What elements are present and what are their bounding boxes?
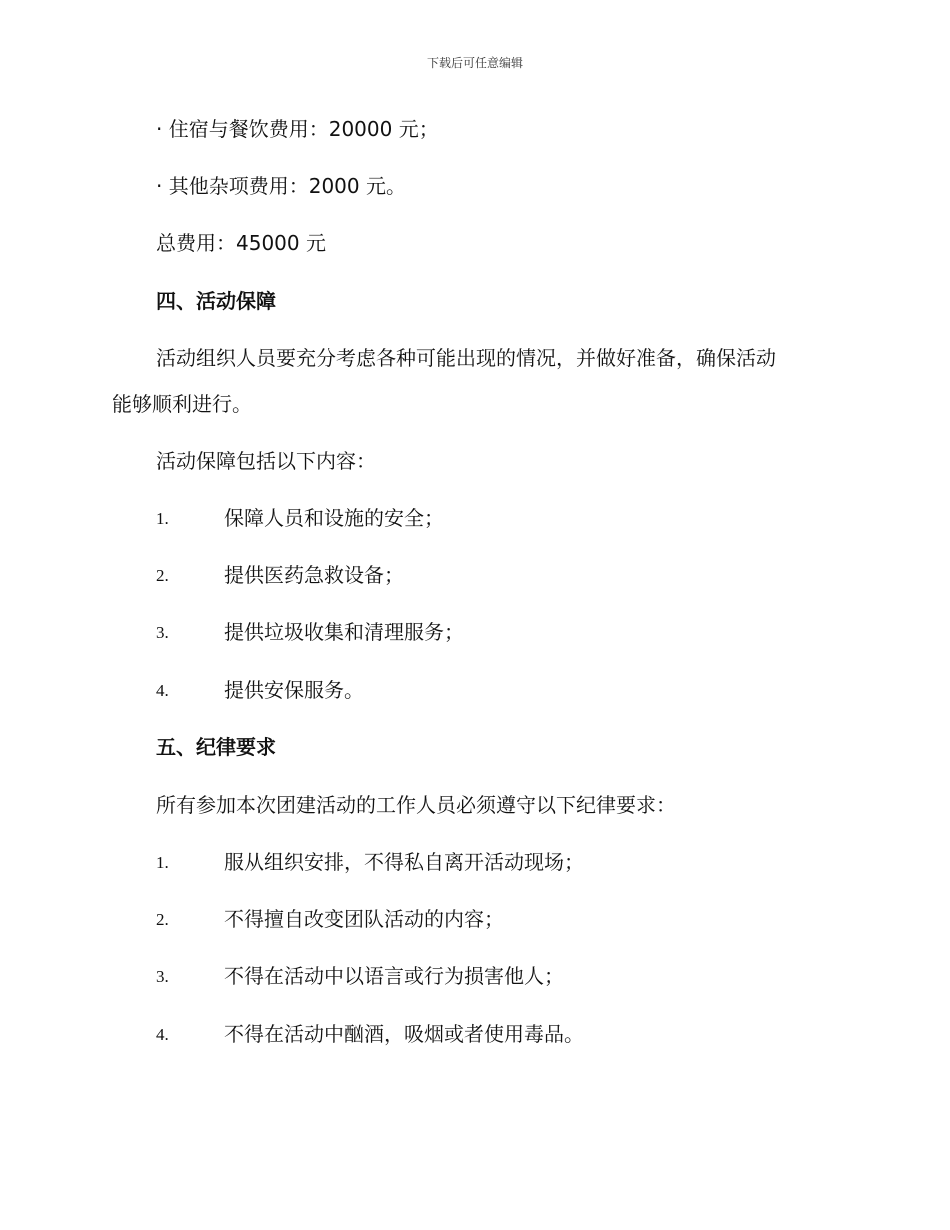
list-item-text: 不得擅自改变团队活动的内容； bbox=[224, 907, 504, 931]
list-item-number: 3. bbox=[156, 967, 169, 986]
section4-paragraph-line1: 活动组织人员要充分考虑各种可能出现的情况，并做好准备，确保活动 bbox=[156, 346, 776, 370]
section4-paragraph-line2: 能够顺利进行。 bbox=[112, 392, 252, 416]
list-item-text: 提供医药急救设备； bbox=[224, 563, 404, 587]
list-item-text: 提供安保服务。 bbox=[224, 678, 364, 702]
list-item-number: 4. bbox=[156, 1025, 169, 1044]
list-item-text: 保障人员和设施的安全； bbox=[224, 506, 444, 530]
section4-heading: 四、活动保障 bbox=[156, 289, 276, 313]
page-header: 下载后可任意编辑 bbox=[426, 56, 523, 70]
budget-total: 总费用：45000 元 bbox=[156, 231, 326, 255]
list-item-text: 服从组织安排，不得私自离开活动现场； bbox=[224, 850, 584, 874]
budget-lodging: · 住宿与餐饮费用：20000 元； bbox=[156, 117, 439, 141]
list-item-number: 4. bbox=[156, 681, 169, 700]
section5-heading: 五、纪律要求 bbox=[156, 735, 276, 759]
section4-intro: 活动保障包括以下内容： bbox=[156, 449, 376, 473]
list-item-number: 2. bbox=[156, 910, 169, 929]
list-item-number: 1. bbox=[156, 509, 169, 528]
list-item-text: 提供垃圾收集和清理服务； bbox=[224, 620, 464, 644]
list-item-text: 不得在活动中酗酒，吸烟或者使用毒品。 bbox=[224, 1022, 584, 1046]
list-item-number: 1. bbox=[156, 853, 169, 872]
section5-intro: 所有参加本次团建活动的工作人员必须遵守以下纪律要求： bbox=[156, 793, 676, 817]
list-item-number: 3. bbox=[156, 623, 169, 642]
budget-misc: · 其他杂项费用：2000 元。 bbox=[156, 174, 406, 198]
list-item-number: 2. bbox=[156, 566, 169, 585]
list-item-text: 不得在活动中以语言或行为损害他人； bbox=[224, 964, 564, 988]
